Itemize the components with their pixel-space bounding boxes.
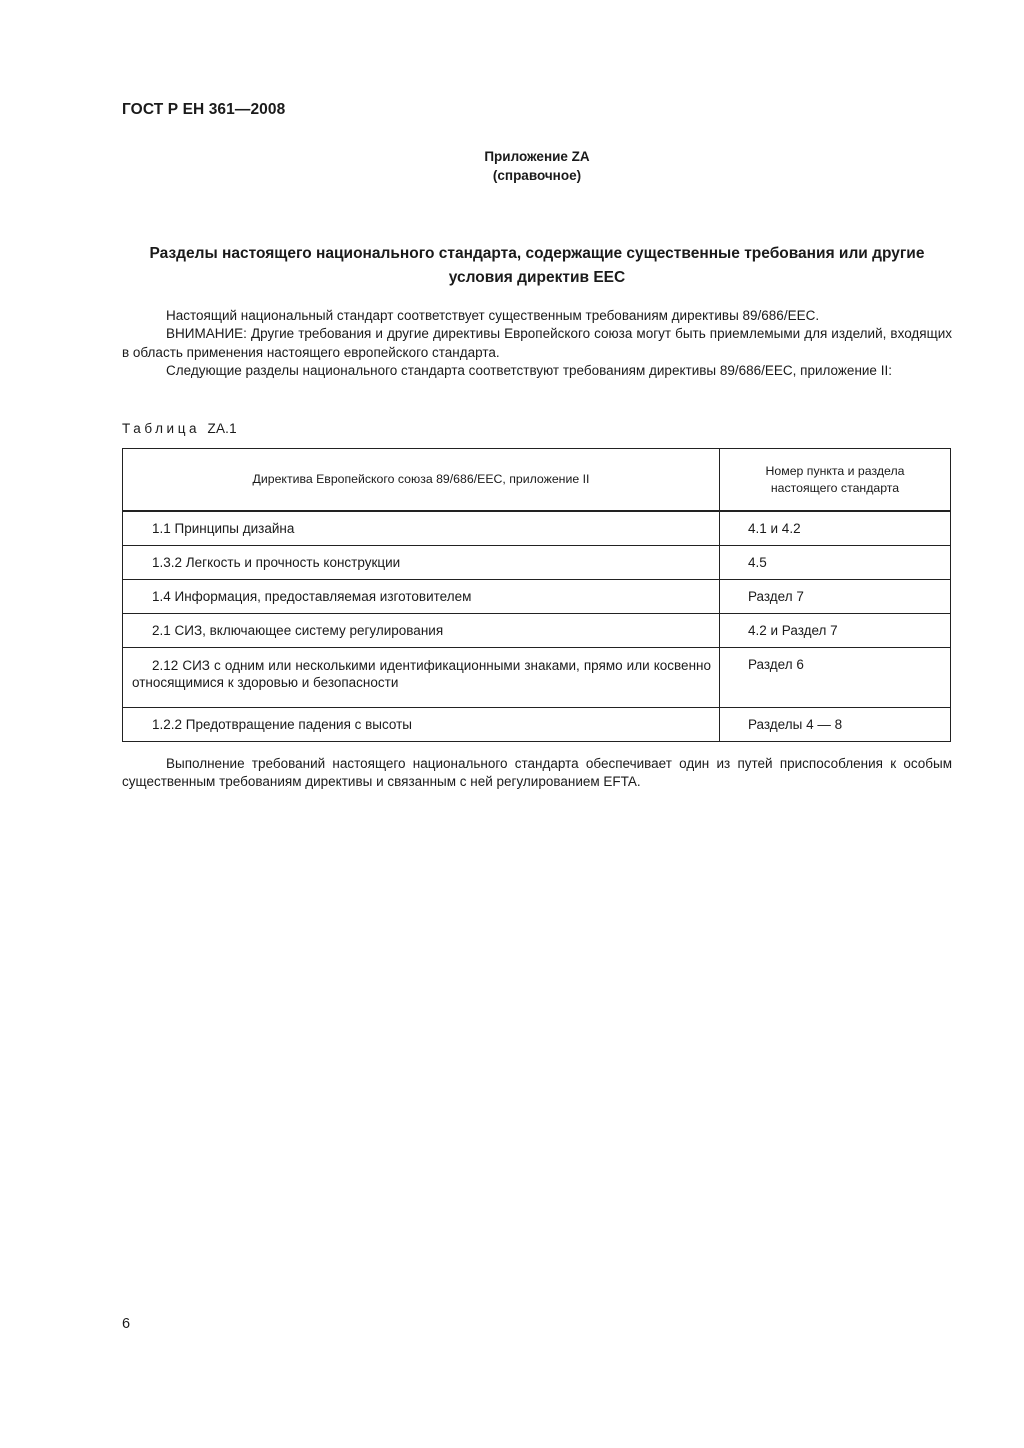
table-row xyxy=(123,511,951,546)
table-caption-number: ZA.1 xyxy=(207,421,237,436)
table-row xyxy=(123,648,951,708)
directive-cell: 1.4 Информация, предоставляемая изготовителем xyxy=(123,580,720,614)
table-row xyxy=(123,614,951,648)
clause-cell: 4.5 xyxy=(720,546,951,580)
page-number: 6 xyxy=(122,1316,131,1332)
closing-text xyxy=(122,755,952,792)
table-header-clause-line1: Номер пункта и раздела xyxy=(765,463,905,478)
clause-cell: 4.2 и Раздел 7 xyxy=(720,614,951,648)
intro-paragraph: Следующие разделы национального стандарта соответствуют требованиям директивы 89/686/ЕЕС, приложение II: xyxy=(166,362,892,378)
clause-cell: 4.1 и 4.2 xyxy=(720,511,951,546)
requirements-table xyxy=(122,448,951,742)
intro-paragraph: Настоящий национальный стандарт соответствует существенным требованиям директивы 89/686/ЕЕС. xyxy=(166,308,820,323)
directive-cell: 2.1 СИЗ, включающее систему регулирования xyxy=(123,614,720,648)
table-header-clause-line2: настоящего стандарта xyxy=(770,480,900,495)
section-title: Разделы настоящего национального стандарта, содержащие существенные требования или другие условия директив ЕЕС xyxy=(149,245,925,286)
intro-text xyxy=(122,307,952,380)
annex-heading xyxy=(0,147,1024,185)
table-header-directive: Директива Европейского союза 89/686/ЕЕС, приложение II xyxy=(123,449,720,512)
table-row xyxy=(123,546,951,580)
table-row xyxy=(123,708,951,742)
table-caption xyxy=(122,421,237,436)
closing-paragraph: Выполнение требований настоящего национального стандарта обеспечивает один из путей приспособления к особым существенным требованиям директивы и связанным с ней регулированием EFTA. xyxy=(122,756,952,790)
annex-subtitle: (справочное) xyxy=(492,168,582,183)
clause-cell: Раздел 7 xyxy=(720,580,951,614)
table-caption-label: Таблица xyxy=(122,421,201,436)
clause-cell: Раздел 6 xyxy=(720,648,951,708)
document-code: ГОСТ Р ЕН 361—2008 xyxy=(122,101,286,118)
table-header-clause xyxy=(720,449,951,512)
directive-cell: 2.12 СИЗ с одним или несколькими идентификационными знаками, прямо или косвенно относящимися к здоровью и безопасности xyxy=(123,648,720,708)
directive-cell: 1.3.2 Легкость и прочность конструкции xyxy=(123,546,720,580)
clause-cell: Разделы 4 — 8 xyxy=(720,708,951,742)
directive-cell: 1.2.2 Предотвращение падения с высоты xyxy=(123,708,720,742)
annex-title: Приложение ZA xyxy=(484,149,590,164)
table-row xyxy=(123,580,951,614)
intro-paragraph: ВНИМАНИЕ: Другие требования и другие директивы Европейского союза могут быть приемлемыми для изделий, входящих в область применения настоящего европейского стандарта. xyxy=(122,326,952,360)
table-header-row xyxy=(123,449,951,512)
directive-cell: 1.1 Принципы дизайна xyxy=(123,511,720,546)
